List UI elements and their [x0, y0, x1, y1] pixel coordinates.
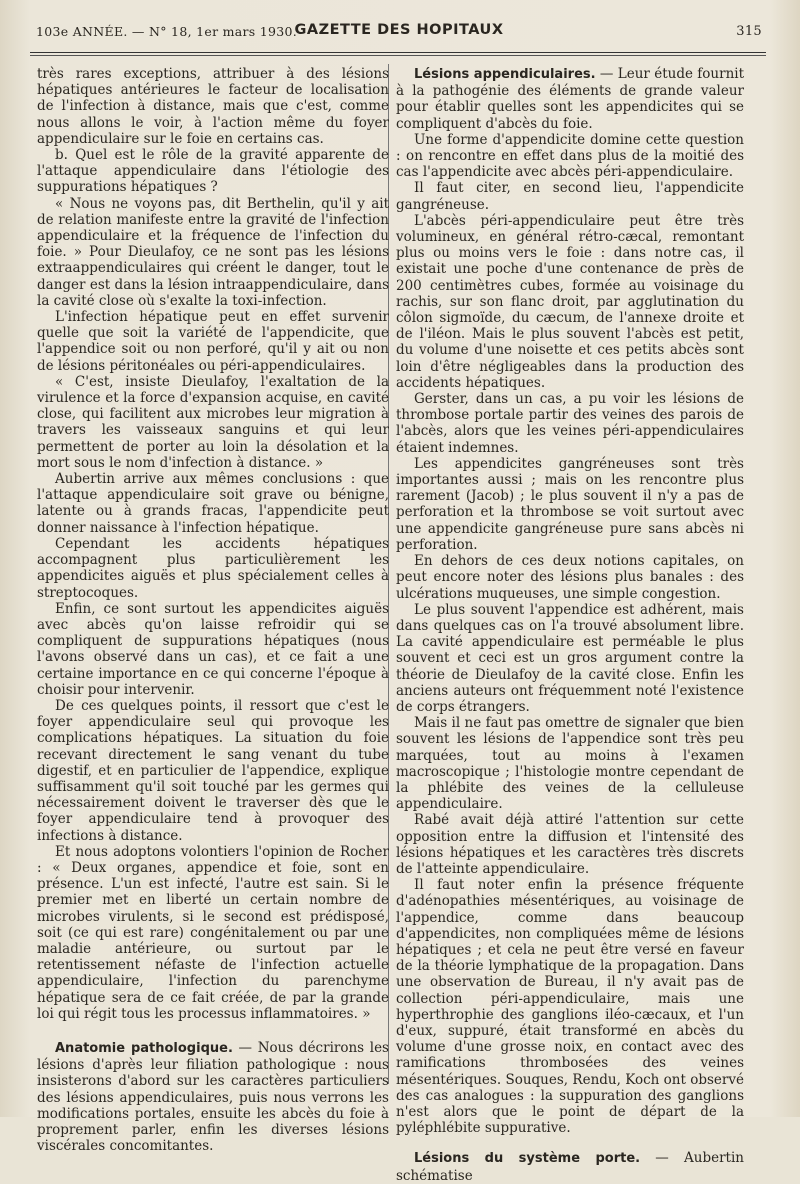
section-heading: Lésions appendiculaires. [414, 67, 596, 82]
paragraph: b. Quel est le rôle de la gravité apparente de l'attaque appendiculaire dans l'étiologie des suppurations hépatiques ? [37, 147, 389, 196]
paragraph: L'abcès péri-appendiculaire peut être très volumineux, en général rétro-cæcal, remontant plus ou moins vers le foie : dans notre cas, il existait une poche d'une contenance de près de 200 centimètres cubes, formée au voisinage du rachis, sur son flanc droit, par agglutination du côlon sigmoïde, du cæcum, de l'annexe droite et de l'iléon. Mais le plus souvent l'abcès est petit, du volume d'une noisette et ces petits abcès sont loin d'être négligeables dans la production des accidents hépatiques. [396, 212, 744, 391]
paragraph: Les appendicites gangréneuses sont très importantes aussi ; mais on les rencontre plus rarement (Jacob) ; le plus souvent il n'y a pas de perforation et la thrombose se voit surtout avec une appendicite gangréneuse pure sans abcès ni perforation. [396, 455, 744, 553]
section-text: — Aubertin schématise [396, 1150, 744, 1184]
paragraph: « C'est, insiste Dieulafoy, l'exaltation de la virulence et la force d'expansion acquise, en cavité close, qui facilitent aux microbes leur migration à travers les vaisseaux sanguins et qui leur permettent de porter au loin la désolation et la mort sous le nom d'infection à distance. » [37, 373, 389, 471]
paragraph: En dehors de ces deux notions capitales, on peut encore noter des lésions plus banales : des ulcérations muqueuses, une simple congestion. [396, 553, 744, 602]
header-rule [30, 52, 766, 53]
paragraph: Enfin, ce sont surtout les appendicites aiguës avec abcès qu'on laisse refroidir qui se compliquent de suppurations hépatiques (nous l'avons observé dans un cas), et ce fait a une certaine importance en ce qui concerne l'époque à choisir pour intervenir. [37, 600, 389, 698]
paragraph: Il faut citer, en second lieu, l'appendicite gangréneuse. [396, 180, 744, 213]
page-header [36, 22, 762, 46]
section-heading: Anatomie pathologique. [55, 1040, 233, 1056]
section-text: — Leur étude fournit à la pathogénie des éléments de grande valeur pour établir quelles sont les appendicites qui se compliquent d'abcès du foie. [396, 66, 745, 132]
paragraph: Il faut noter enfin la présence fréquente d'adénopathies mésentériques, au voisinage de l'appendice, comme dans beaucoup d'appendicites, non compliquées même de lésions hépatiques ; et cela ne peut être versé en faveur de la théorie lymphatique de la propagation. Dans une observation de Bureau, il n'y avait pas de collection péri-appendiculaire, mais une hyperthrophie des ganglions iléo-cæcaux, et l'un d'eux, suppuré, était transformé en abcès du volume d'une grosse noix, en contact avec des ramifications thrombosées des veines mésentériques. Souques, Rendu, Koch ont observé des cas analogues : la suppuration des ganglions n'est alors que le point de départ de la pyléphlébite suppurative. [396, 877, 744, 1137]
section-heading: Lésions du système porte. [414, 1151, 641, 1167]
section-text: — Nous décrirons les lésions d'après leur filiation pathologique : nous insisterons d'abord sur les caractères particuliers des lésions appendiculaires, puis nous verrons les modifications portales, ensuite les abcès du foie à proprement parler, enfin les diverses lésions viscérales concomitantes. [37, 1039, 389, 1155]
section-paragraph [396, 66, 744, 132]
header-rule-thin [30, 55, 766, 56]
paragraph: Cependant les accidents hépatiques accompagnent plus particulièrement les appendicites aiguës et plus spécialement celles à streptocoques. [37, 535, 389, 601]
paragraph: très rares exceptions, attribuer à des lésions hépatiques antérieures le facteur de localisation de l'infection à distance, mais que c'est, comme nous allons le voir, à l'action même du foyer appendiculaire sur le foie en certains cas. [37, 66, 389, 147]
paragraph: Aubertin arrive aux mêmes conclusions : que l'attaque appendiculaire soit grave ou bénigne, latente ou à grands fracas, l'appendicite peut donner naissance à l'infection hépatique. [37, 471, 389, 536]
paragraph: Rabé avait déjà attiré l'attention sur cette opposition entre la diffusion et l'intensité des lésions hépatiques et les caractères très discrets de l'atteinte appendiculaire. [396, 812, 744, 877]
section-paragraph [37, 1040, 389, 1154]
journal-title: GAZETTE DES HOPITAUX [294, 22, 504, 38]
paragraph: « Nous ne voyons pas, dit Berthelin, qu'il y ait de relation manifeste entre la gravité de l'infection appendiculaire et la fréquence de l'infection du foie. » Pour Dieulafoy, ce ne sont pas les lésions extraappendiculaires qui créent le danger, tout le danger est dans la lésion intraappendiculaire, dans la cavité close où s'exalte la toxi-infection. [37, 195, 389, 309]
issue-info: 103e ANNÉE. — N° 18, 1er mars 1930. [36, 24, 298, 39]
paragraph: Une forme d'appendicite domine cette question : on rencontre en effet dans plus de la moitié des cas l'appendicite avec abcès péri-appendiculaire. [396, 131, 744, 181]
right-column [396, 66, 744, 1184]
paragraph: Et nous adoptons volontiers l'opinion de Rocher : « Deux organes, appendice et foie, sont en présence. L'un est infecté, l'autre est sain. Si le premier met en liberté un certain nombre de microbes virulents, si le second est prédisposé, soit (ce qui est rare) congénitalement ou par une maladie antérieure, ou surtout par le retentissement néfaste de l'infection actuelle appendiculaire, l'infection du parenchyme hépatique sera de ce fait créée, de par la grande loi qui régit tous les processus inflammatoires. » [37, 843, 389, 1022]
paragraph: L'infection hépatique peut en effet survenir quelle que soit la variété de l'appendicite, que l'appendice soit ou non perforé, qu'il y ait ou non de lésions péritonéales ou péri-appendiculaires. [37, 309, 389, 374]
paragraph: Mais il ne faut pas omettre de signaler que bien souvent les lésions de l'appendice sont très peu marquées, tout au moins à l'examen macroscopique ; l'histologie montre cependant de la phlébite des veines de la celluleuse appendiculaire. [396, 715, 744, 813]
left-column [37, 66, 389, 1154]
paragraph: Le plus souvent l'appendice est adhérent, mais dans quelques cas on l'a trouvé absolument libre. La cavité appendiculaire est perméable le plus souvent et ceci est un gros argument contre la théorie de Dieulafoy de la cavité close. Enfin les anciens auteurs ont fréquemment noté l'existence de corps étrangers. [396, 601, 744, 715]
section-paragraph [396, 1150, 744, 1183]
page-number: 315 [736, 24, 762, 39]
paragraph: De ces quelques points, il ressort que c'est le foyer appendiculaire seul qui provoque les complications hépatiques. La situation du foie recevant directement le sang venant du tube digestif, et en particulier de l'appendice, explique suffisamment qu'il soit touché par les germes qui nécessairement doivent le traverser dès que le foyer appendiculaire tend à provoquer des infections à distance. [37, 697, 389, 844]
paragraph: Gerster, dans un cas, a pu voir les lésions de thrombose portale partir des veines des parois de l'abcès, alors que les veines péri-appendiculaires étaient indemnes. [396, 391, 744, 456]
